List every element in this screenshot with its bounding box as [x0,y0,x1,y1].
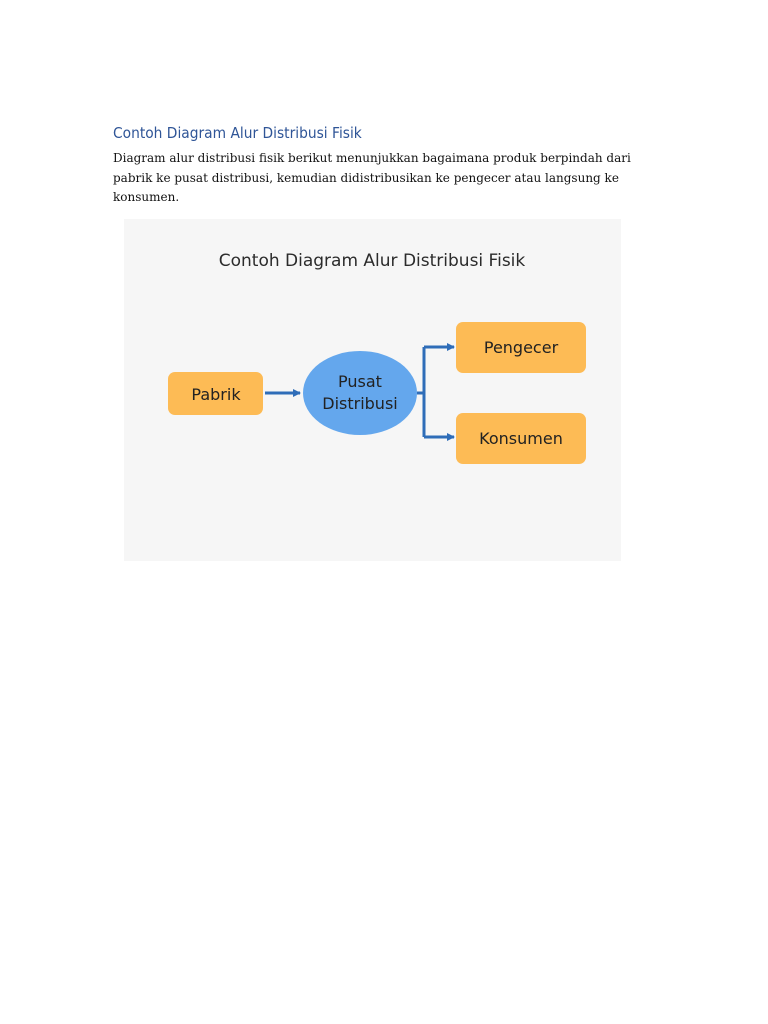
hub-label-line2: Distribusi [322,394,398,413]
diagram-title: Contoh Diagram Alur Distribusi Fisik [218,251,526,271]
distribution-center-node [303,351,417,435]
document-heading: Contoh Diagram Alur Distribusi Fisik [113,124,362,142]
hub-label-line1: Pusat [338,372,382,391]
diagram-canvas [124,219,621,561]
distribution-flow-diagram [124,219,621,561]
consumer-label: Konsumen [479,429,563,448]
retailer-label: Pengecer [483,338,559,357]
document-paragraph: Diagram alur distribusi fisik berikut menunjukkan bagaimana produk berpindah dari pabrik ke pusat distribusi, kemudian didistribusikan ke pengecer atau langsung ke konsumen. [113,151,631,204]
factory-label: Pabrik [191,385,241,404]
